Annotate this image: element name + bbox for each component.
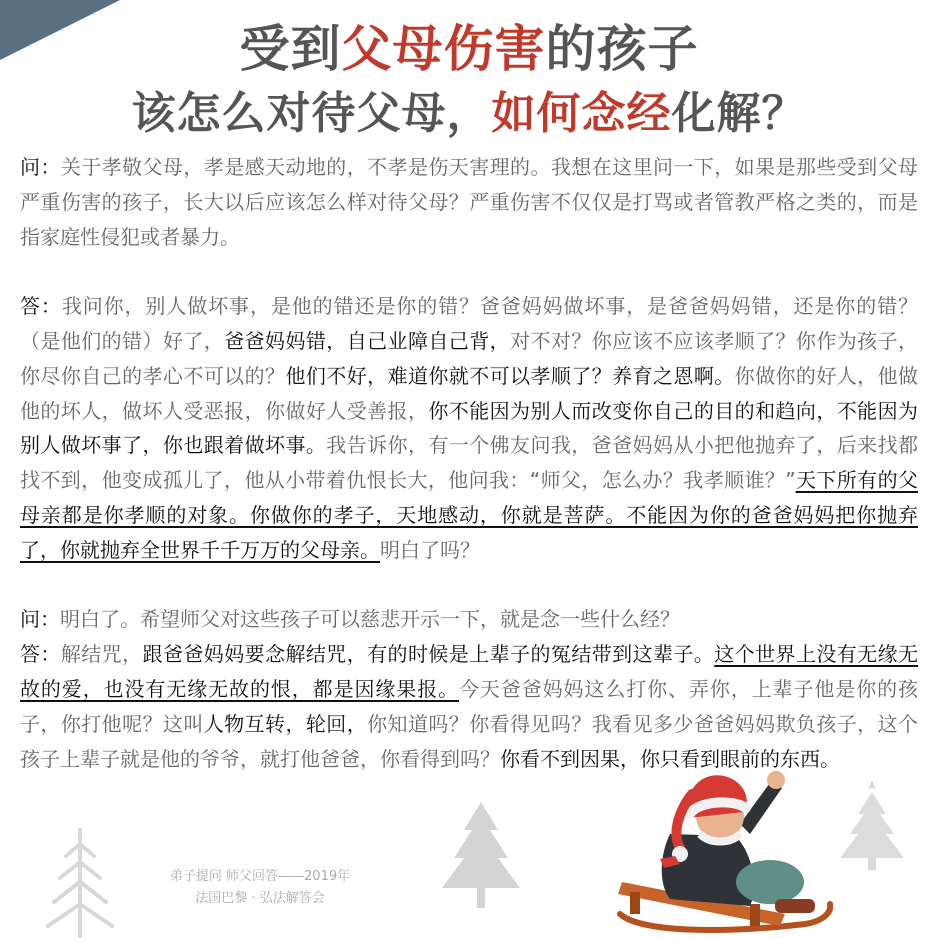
tree-illustration-right [832,778,912,870]
child-sled-illustration [600,764,840,938]
answer-1: 答：我问你，别人做坏事，是他的错还是你的错？爸爸妈妈做坏事，是爸爸妈妈错，还是你的错？（是他们的错）好了，爸爸妈妈错，自己业障自己背，对不对？你应该不应该孝顺了？你作为孩子，你尽你自己的孝心不可以的？他们不好，难道你就不可以孝顺了？养育之恩啊。你做你的好人，他做他的坏人，做坏人受恶报，你做好人受善报，你不能因为别人而改变你自己的目的和趋向，不能因为别人做坏事了，你也跟着做坏事。我告诉你，有一个佛友问我，爸爸妈妈从小把他抛弃了，后来找都找不到，他变成孤儿了，他从小带着仇恨长大，他问我：“师父，怎么办？我孝顺谁？”天下所有的父母亲都是你孝顺的对象。你做你的孝子，天地感动，你就是菩萨。不能因为你的爸爸妈妈把你抛弃了，你就抛弃全世界千千万万的父母亲。明白了吗？ [20,294,919,562]
title-line-1: 受到父母伤害的孩子 [239,19,699,78]
tree-illustration-left [30,826,130,938]
tree-illustration-center [438,800,524,910]
footer-caption [150,866,370,910]
footer-line-1: 弟子提问 师父回答——2019年 [169,869,351,884]
question-2: 问：明白了。希望师父对这些孩子可以慈悲开示一下，就是念一些什么经？ [20,607,680,632]
question-1: 问：关于孝敬父母，孝是感天动地的，不孝是伤天害理的。我想在这里问一下，如果是那些受到父母严重伤害的孩子，长大以后应该怎么样对待父母？严重伤害不仅仅是打骂或者管教严格之类的，而是指家庭性侵犯或者暴力。 [20,155,919,249]
footer-line-2: 法国巴黎 · 弘法解答会 [195,891,325,906]
title-line-2: 该怎么对待父母，如何念经化解？ [131,88,807,139]
qa-content [20,150,918,776]
answer-2: 答：解结咒，跟爸爸妈妈要念解结咒，有的时候是上辈子的冤结带到这辈子。这个世界上没有无缘无故的爱，也没有无缘无故的恨，都是因缘果报。今天爸爸妈妈这么打你、弄你，上辈子他是你的孩子，你打他呢？这叫人物互转，轮回，你知道吗？你看得见吗？我看见多少爸爸妈妈欺负孩子，这个孩子上辈子就是他的爷爷，就打他爸爸，你看得到吗？你看不到因果，你只看到眼前的东西。 [20,642,919,771]
